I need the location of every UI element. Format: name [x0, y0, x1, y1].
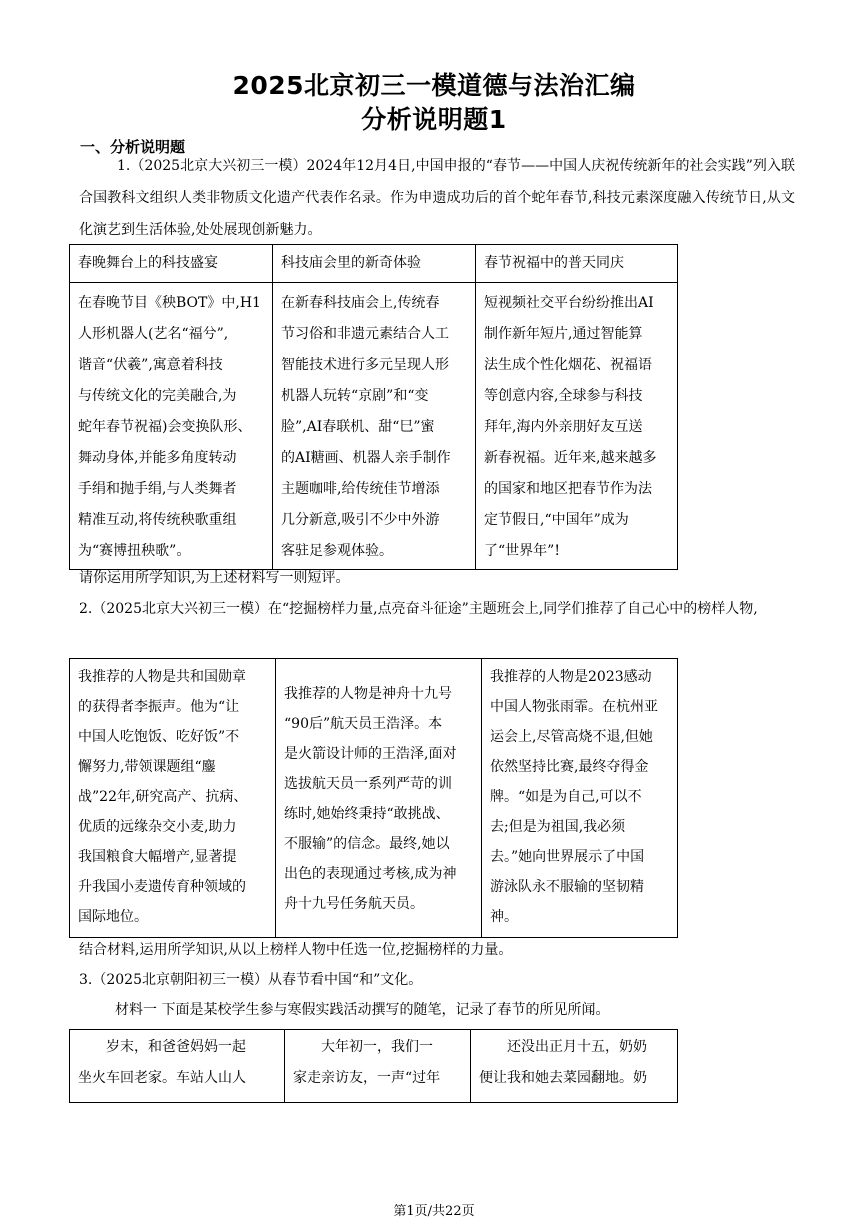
q3-cell-2: 大年初一，我们一 家走亲访友，一声“过年 — [285, 1030, 471, 1103]
q2-cell-2: 我推荐的人物是神舟十九号 “90后”航天员王浩泽。本 是火箭设计师的王浩泽,面对 选拔航天员一系列严苛的训 练时,她始终秉持“敢挑战、 不服输”的信念。最终,她以 出色的表现通过考核,成为神 舟十九号任务航天员。 — [276, 659, 482, 938]
q2-cell-3: 我推荐的人物是2023感动 中国人物张雨霏。在杭州亚 运会上,尽管高烧不退,但她 依然坚持比赛,最终夺得金 牌。“如是为自己,可以不 去;但是为祖国,我必须 去。”她向世界展示了中国 游泳队永不服输的坚韧精 神。 — [482, 659, 678, 938]
q1-header-1: 春晚舞台上的科技盛宴 — [70, 245, 273, 283]
q3-table — [69, 1029, 678, 1103]
page-footer: 第1页/共22页 — [393, 1204, 475, 1219]
q3-stem: 3.（2025北京朝阳初三一模）从春节看中国“和”文化。 — [79, 972, 423, 988]
q1-header-3: 春节祝福中的普天同庆 — [476, 245, 678, 283]
section-heading: 一、分析说明题 — [80, 138, 186, 156]
q3-cell-3: 还没出正月十五，奶奶 便让我和她去菜园翻地。奶 — [471, 1030, 678, 1103]
q1-cell-3: 短视频社交平台纷纷推出AI 制作新年短片,通过智能算 法生成个性化烟花、祝福语 等创意内容,全球参与科技 拜年,海内外亲朋好友互送 新春祝福。近年来,越来越多 的国家和地区把春节作为法 定节假日,“中国年”成为 了“世界年”! — [476, 283, 678, 570]
q1-cell-2: 在新春科技庙会上,传统春 节习俗和非遗元素结合人工 智能技术进行多元呈现人形 机器人玩转“京剧”和“变 脸”,AI春联机、甜“巳”蜜 的AI糖画、机器人亲手制作 主题咖啡,给传统佳节增添 几分新意,吸引不少中外游 客驻足参观体验。 — [273, 283, 476, 570]
document-title: 2025北京初三一模道德与法治汇编 — [232, 71, 636, 100]
document-subtitle: 分析说明题1 — [361, 105, 507, 134]
q1-cell-1: 在春晚节目《秧BOT》中,H1 人形机器人(艺名“福兮”, 谐音“伏羲”,寓意着科技 与传统文化的完美融合,为 蛇年春节祝福)会变换队形、 舞动身体,并能多角度转动 手绢和抛手绢,与人类舞者 精准互动,将传统秧歌重组 为“赛博扭秧歌”。 — [70, 283, 273, 570]
q2-task: 结合材料,运用所学知识,从以上榜样人物中任选一位,挖掘榜样的力量。 — [79, 942, 513, 958]
q1-table — [69, 244, 678, 570]
q3-material: 材料一 下面是某校学生参与寒假实践活动撰写的随笔，记录了春节的所见所闻。 — [115, 1002, 610, 1018]
q2-cell-1: 我推荐的人物是共和国勋章 的获得者李振声。他为“让 中国人吃饱饭、吃好饭”不 懈努力,带领课题组“鏖 战”22年,研究高产、抗病、 优质的远缘杂交小麦,助力 我国粮食大幅增产,显著提 升我国小麦遗传育种领域的 国际地位。 — [70, 659, 276, 938]
q1-header-2: 科技庙会里的新奇体验 — [273, 245, 476, 283]
q2-stem: 2.（2025北京大兴初三一模）在“挖掘榜样力量,点亮奋斗征途”主题班会上,同学们推荐了自己心中的榜样人物, — [79, 601, 758, 617]
q1-stem: 1.（2025北京大兴初三一模）2024年12月4日,中国申报的“春节——中国人庆祝传统新年的社会实践”列入联合国教科文组织人类非物质文化遗产代表作名录。作为申遗成功后的首个蛇年春节,科技元素深度融入传统节日,从文化演艺到生活体验,处处展现创新魅力。 — [79, 158, 795, 238]
q1-task: 请你运用所学知识,为上述材料写一则短评。 — [79, 570, 350, 586]
q2-table — [69, 658, 678, 938]
q3-cell-1: 岁末，和爸爸妈妈一起 坐火车回老家。车站人山人 — [70, 1030, 285, 1103]
